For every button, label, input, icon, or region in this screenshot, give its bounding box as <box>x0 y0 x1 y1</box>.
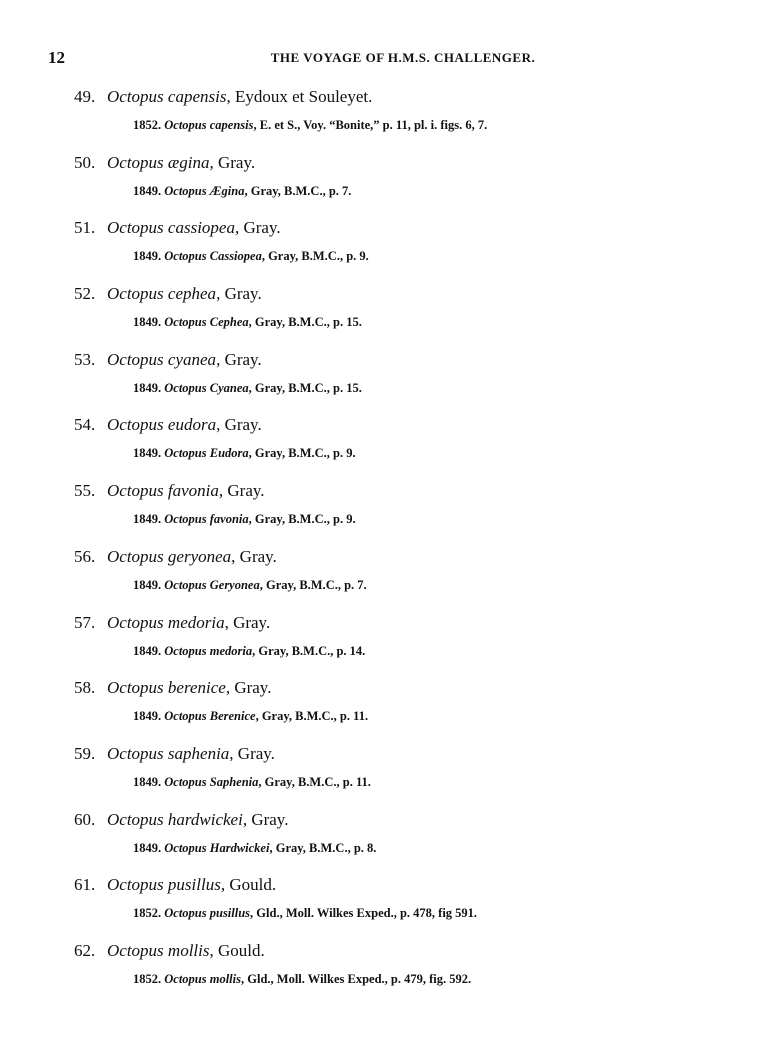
species-entry <box>0 941 776 1007</box>
reference-citation: , Gray, B.M.C., p. 9. <box>261 249 369 264</box>
reference-citation: , Gray, B.M.C., p. 9. <box>248 446 356 461</box>
species-author: , Gray. <box>218 481 265 501</box>
species-author: , Gray. <box>231 546 277 566</box>
reference-year: 1849. <box>133 249 162 264</box>
entry-number: 54. <box>74 415 96 435</box>
species-entry <box>0 547 776 613</box>
species-heading <box>74 744 275 764</box>
entry-number: 61. <box>74 875 96 895</box>
synonymy-reference <box>133 578 367 593</box>
species-entry <box>0 481 776 547</box>
species-author: , Gray. <box>216 284 262 304</box>
synonymy-reference <box>133 249 369 264</box>
reference-name: Octopus Geryonea <box>164 577 260 592</box>
entry-number: 49. <box>74 87 96 106</box>
reference-citation: , Gray, B.M.C., p. 11. <box>258 774 371 789</box>
reference-year: 1849. <box>133 512 162 527</box>
species-entry <box>0 284 776 350</box>
species-name: Octopus berenice <box>107 678 226 698</box>
entry-number: 60. <box>74 809 96 829</box>
species-heading <box>74 87 372 107</box>
species-author: , Eydoux et Souleyet. <box>226 87 373 106</box>
synonymy-reference <box>133 906 477 921</box>
species-heading <box>74 941 265 961</box>
species-name: Octopus cassiopea <box>107 218 235 238</box>
entry-number: 51. <box>74 218 96 238</box>
reference-citation: , Gray, B.M.C., p. 14. <box>252 643 366 658</box>
species-entry <box>0 744 776 810</box>
entry-number: 56. <box>74 546 96 566</box>
reference-year: 1849. <box>133 577 162 592</box>
synonymy-reference <box>133 709 368 724</box>
species-name: Octopus favonia <box>107 481 219 501</box>
reference-citation: , Gray, B.M.C., p. 8. <box>269 840 377 855</box>
page-number: 12 <box>48 48 65 67</box>
synonymy-reference <box>133 315 362 330</box>
reference-name: Octopus capensis <box>164 118 254 132</box>
species-entry <box>0 87 776 153</box>
entry-number: 50. <box>74 152 96 172</box>
species-list <box>0 87 776 1007</box>
species-name: Octopus hardwickei <box>107 809 243 829</box>
synonymy-reference <box>133 841 376 856</box>
species-entry <box>0 678 776 744</box>
entry-number: 53. <box>74 349 96 369</box>
reference-name: Octopus Cephea <box>164 315 249 330</box>
entry-number: 52. <box>74 284 96 304</box>
species-author: , Gray. <box>242 809 289 829</box>
reference-year: 1849. <box>133 709 162 724</box>
species-author: , Gould. <box>220 875 277 895</box>
species-entry <box>0 218 776 284</box>
species-heading <box>74 613 270 633</box>
species-author: , Gray. <box>229 743 275 763</box>
species-name: Octopus capensis <box>107 87 227 106</box>
reference-year: 1849. <box>133 446 162 461</box>
species-author: , Gray. <box>224 612 271 632</box>
reference-year: 1849. <box>133 380 162 395</box>
running-title: THE VOYAGE OF H.M.S. CHALLENGER. <box>270 50 536 65</box>
species-name: Octopus cyanea <box>107 349 217 369</box>
synonymy-reference <box>133 512 356 527</box>
synonymy-reference <box>133 118 487 133</box>
reference-year: 1849. <box>133 183 162 198</box>
reference-citation: , Gld., Moll. Wilkes Exped., p. 478, fig 591. <box>250 906 478 921</box>
synonymy-reference <box>133 381 362 396</box>
species-entry <box>0 350 776 416</box>
entry-number: 57. <box>74 612 96 632</box>
synonymy-reference <box>133 644 365 659</box>
species-heading <box>74 284 262 304</box>
synonymy-reference <box>133 972 471 987</box>
species-heading <box>74 218 281 238</box>
reference-citation: , Gray, B.M.C., p. 7. <box>259 577 367 592</box>
species-heading <box>74 350 262 370</box>
reference-citation: , Gray, B.M.C., p. 11. <box>255 709 369 724</box>
reference-year: 1852. <box>133 971 162 986</box>
species-heading <box>74 481 265 501</box>
reference-name: Octopus Berenice <box>164 709 256 724</box>
reference-year: 1852. <box>133 118 162 132</box>
reference-citation: , Gray, B.M.C., p. 9. <box>248 512 356 527</box>
species-heading <box>74 875 276 895</box>
reference-year: 1852. <box>133 906 162 921</box>
species-name: Octopus pusillus <box>107 875 221 895</box>
reference-year: 1849. <box>133 774 162 789</box>
reference-name: Octopus pusillus <box>164 906 251 921</box>
reference-citation: , Gray, B.M.C., p. 15. <box>248 380 362 395</box>
species-entry <box>0 810 776 876</box>
species-heading <box>74 415 262 435</box>
reference-year: 1849. <box>133 840 162 855</box>
species-name: Octopus geryonea <box>107 546 232 566</box>
reference-name: Octopus favonia <box>164 512 249 527</box>
species-name: Octopus saphenia <box>107 743 230 763</box>
reference-citation: , Gray, B.M.C., p. 15. <box>248 315 362 330</box>
synonymy-reference <box>133 184 351 199</box>
reference-citation: , E. et S., Voy. “Bonite,” p. 11, pl. i. figs. 6, 7. <box>253 118 488 132</box>
reference-name: Octopus Cassiopea <box>164 249 262 264</box>
species-name: Octopus eudora <box>107 415 217 435</box>
reference-citation: , Gray, B.M.C., p. 7. <box>244 183 352 198</box>
species-name: Octopus cephea <box>107 284 217 304</box>
species-name: Octopus ægina <box>107 152 210 172</box>
species-author: , Gray. <box>225 678 272 698</box>
entry-number: 58. <box>74 678 96 698</box>
reference-name: Octopus mollis <box>164 971 241 986</box>
species-entry <box>0 153 776 219</box>
reference-year: 1849. <box>133 643 162 658</box>
species-entry <box>0 415 776 481</box>
reference-year: 1849. <box>133 315 162 330</box>
reference-name: Octopus Ægina <box>164 183 245 198</box>
reference-name: Octopus Hardwickei <box>164 840 270 855</box>
synonymy-reference <box>133 775 371 790</box>
reference-name: Octopus Saphenia <box>164 774 259 789</box>
entry-number: 59. <box>74 743 96 763</box>
species-heading <box>74 810 288 830</box>
synonymy-reference <box>133 446 356 461</box>
reference-name: Octopus Cyanea <box>164 380 249 395</box>
species-heading <box>74 547 277 567</box>
reference-name: Octopus Eudora <box>164 446 249 461</box>
species-name: Octopus mollis <box>107 940 210 960</box>
species-entry <box>0 613 776 679</box>
species-author: , Gray. <box>234 218 281 238</box>
reference-name: Octopus medoria <box>164 643 253 658</box>
reference-citation: , Gld., Moll. Wilkes Exped., p. 479, fig. 592. <box>241 971 472 986</box>
species-entry <box>0 875 776 941</box>
entry-number: 62. <box>74 940 96 960</box>
species-heading <box>74 153 255 173</box>
species-author: , Gray. <box>216 415 262 435</box>
species-author: , Gray. <box>209 152 256 172</box>
species-author: , Gould. <box>209 940 265 960</box>
entry-number: 55. <box>74 481 96 501</box>
species-name: Octopus medoria <box>107 612 225 632</box>
species-author: , Gray. <box>216 349 262 369</box>
species-heading <box>74 678 271 698</box>
